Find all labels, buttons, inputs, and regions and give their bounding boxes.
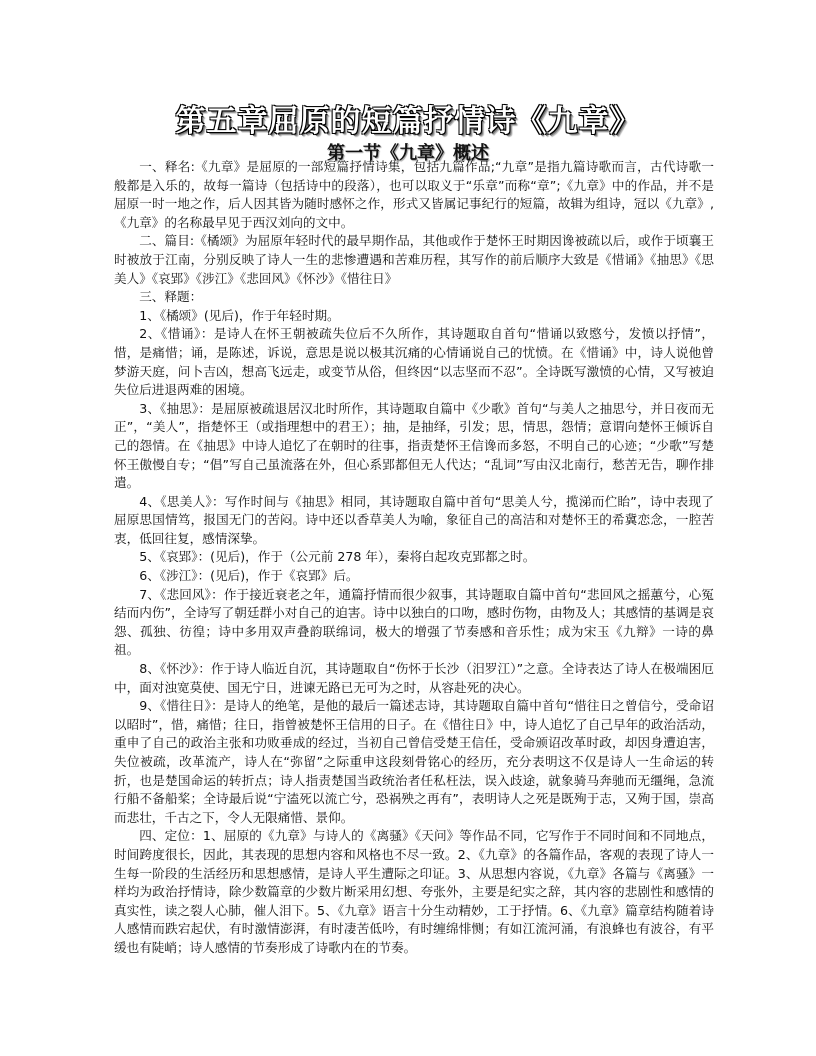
paragraph-item: 9、《惜往日》：是诗人的绝笔，是他的最后一篇述志诗，其诗题取自篇中首句“惜往日之曾信兮，受命诏以昭时”，惜，痛惜；往日，指曾被楚怀王信用的日子。在《惜往日》中，诗人追忆了自己早年的政治活动，重申了自己的政治主张和功败垂成的经过，当初自己曾信受楚王信任，受命颁诏改革时政，却因身遭迫害，失位被疏，改革流产，诗人在“弥留”之际重申这段刻骨铭心的经历，充分表明这不仅是诗人一生命运的转折，也是楚国命运的转折点；诗人指责楚国当政统治者任私枉法，误入歧途，就象骑马奔驰而无缰绳，急流行船不备船桨；全诗最后说“宁溘死以流亡兮，恐祸殃之再有”，表明诗人之死是既殉于志，又殉于国，崇高而悲壮，千古之下，令人无限痛惜、景仰。 — [114, 698, 714, 825]
paragraph-item: 4、《思美人》：写作时间与《抽思》相同，其诗题取自篇中首句“思美人兮，揽涕而伫眙”，诗中表现了屈原思国情笃，报国无门的苦闷。诗中还以香草美人为喻，象征自己的高洁和对楚怀王的希冀恋念，一腔苦衷，低回往复，感情深挚。 — [114, 493, 714, 546]
paragraph-item: 2、《惜诵》：是诗人在怀王朝被疏失位后不久所作，其诗题取自首句“惜诵以致愍兮，发愤以抒情”，惜，是痛惜；诵，是陈述，诉说，意思是说以极其沉痛的心情诵说自己的忧愤。在《惜诵》中，诗人说他曾梦游天庭，问卜吉凶，想高飞远走，或变节从俗，但终因“以志坚而不忍”。全诗既写激愤的心情，又写被迫失位后进退两难的困境。 — [114, 326, 714, 398]
paragraph-positioning: 四、定位：1、屈原的《九章》与诗人的《离骚》《天问》等作品不同，它写作于不同时间和不同地点，时间跨度很长，因此，其表现的思想内容和风格也不尽一致。2、《九章》的各篇作品，客观的表现了诗人一生每一阶段的生活经历和思想感情，是诗人平生遭际之印证。3、从思想内容说，《九章》各篇与《离骚》一样均为政治抒情诗，除少数篇章的少数片断采用幻想、夸张外，主要是纪实之辞，其内容的悲剧性和感情的真实性，读之裂人心肺，催人泪下。5、《九章》语言十分生动精妙，工于抒情。6、《九章》篇章结构随着诗人感情而跌宕起伏，有时激情澎湃，有时凄苦低吟，有时缠绵悱恻；有如江流河涌，有浪蜂也有波谷，有平缓也有陡峭；诗人感情的节奏形成了诗歌内在的节奏。 — [114, 828, 714, 955]
paragraph-heading-titles: 三、释题： — [139, 289, 203, 305]
section-title: 第一节《九章》概述 — [327, 143, 489, 164]
paragraph-item: 7、《悲回风》：作于接近衰老之年，通篇抒情而很少叙事，其诗题取自篇中首句“悲回风之摇蕙兮，心冤结而内伤”，全诗写了朝廷群小对自己的迫害。诗中以独白的口吻，感时伤物，由物及人；其感情的基调是哀怨、孤独、彷徨；诗中多用双声叠韵联绵词，极大的增强了节奏感和音乐性；成为宋玉《九辩》一诗的鼻祖。 — [114, 586, 714, 658]
document-body — [114, 158, 714, 958]
paragraph-item: 8、《怀沙》：作于诗人临近自沉，其诗题取自“伤怀于长沙（汨罗江）”之意。全诗表达了诗人在极端困厄中，面对浊宽莫使、国无宁日，进谏无路已无可为之时，从容赴死的决心。 — [114, 661, 714, 695]
paragraph-item: 1、《橘颂》(见后)，作于年轻时期。 — [139, 307, 340, 323]
chapter-title: 第五章屈原的短篇抒情诗《九章》 — [175, 104, 641, 139]
paragraph-item: 3、《抽思》：是屈原被疏退居汉北时所作，其诗题取自篇中《少歌》首句“与美人之抽思兮，并日夜而无正”，“美人”，指楚怀王（或指理想中的君王）；抽，是抽绎，引发；思，情思，怨情；意谓向楚怀王倾诉自己的怨情。在《抽思》中诗人追忆了在朝时的往事，指责楚怀王信谗而多怒，不明自己的心迹；“少歌”写楚怀王傲慢自专；“倡”写自己虽流落在外，但心系郢都但无人代达；“乱词”写由汉北南行，愁苦无告，聊作排遣。 — [114, 400, 714, 491]
paragraph-chapters: 二、篇目:《橘颂》为屈原年轻时代的最早期作品，其他或作于楚怀王时期因谗被疏以后，或作于顷襄王时被放于江南，分别反映了诗人一生的悲惨遭遇和苦难历程，其写作的前后顺序大致是《惜诵》《抽思》《思美人》《哀郢》《涉江》《悲回风》《怀沙》《惜往日》 — [114, 233, 714, 286]
paragraph-item: 6、《涉江》：(见后)，作于《哀郢》后。 — [139, 568, 359, 584]
paragraph-definition: 一、释名:《九章》是屈原的一部短篇抒情诗集，包括九篇作品;“九章”是指九篇诗歌而言，古代诗歌一般都是入乐的，故每一篇诗（包括诗中的段落），也可以取义于“乐章”而称“章”;《九章》中的作品，并不是屈原一时一地之作，后人因其皆为随时感怀之作，形式又皆属记事纪行的短篇，故辑为组诗，冠以《九章》,《九章》的名称最早见于西汉刘向的文中。 — [114, 159, 714, 230]
paragraph-item: 5、《哀郢》：(见后)，作于（公元前 278 年），秦将白起攻克郢都之时。 — [139, 549, 536, 565]
